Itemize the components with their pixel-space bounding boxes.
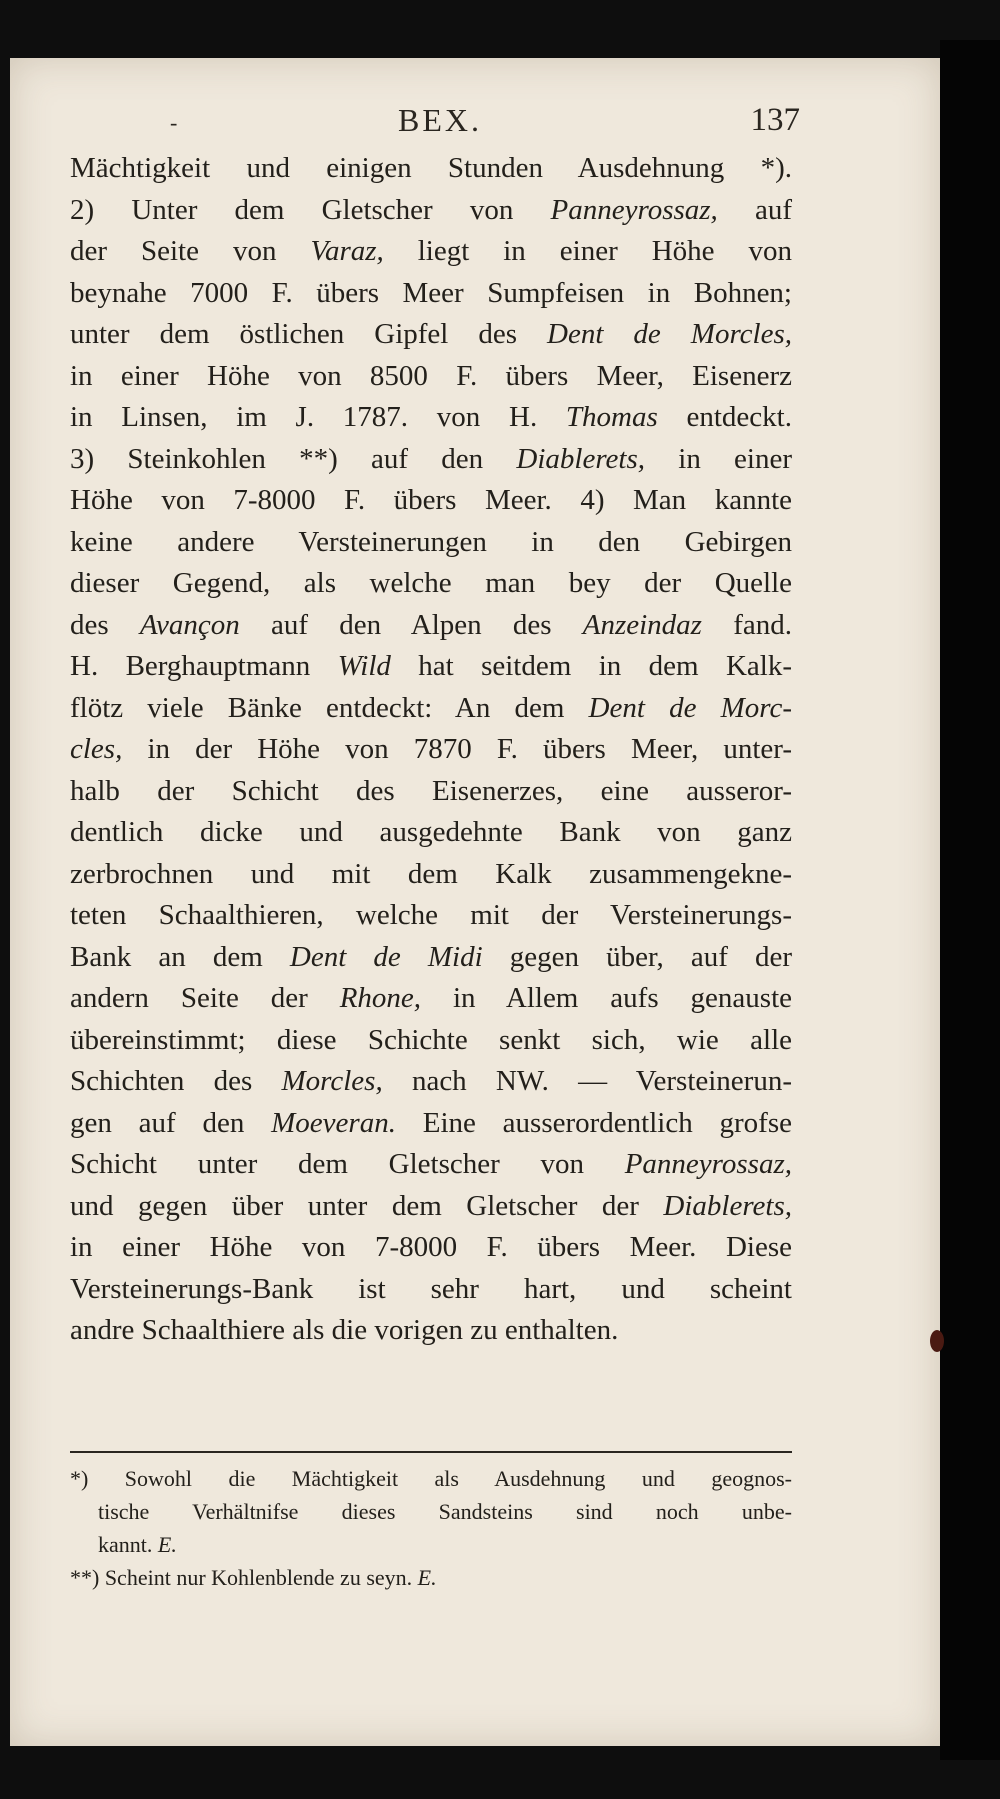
text-line-italic: Diablerets, [663,1189,792,1222]
text-line-text: fand. [701,608,792,641]
text-line-text: unter dem östlichen Gipfel des [70,318,548,350]
footnote [70,1462,792,1561]
text-line-text: Schichten des [70,1065,282,1097]
text-line [70,978,792,1020]
text-line-italic: Dent de Midi [289,940,483,973]
text-line-text: hat seitdem in dem Kalk- [390,650,792,682]
text-line [70,1269,792,1311]
text-line-text: auf [717,193,793,226]
text-line [70,729,792,771]
text-line-text: gegen über, auf der [482,940,793,973]
main-text [70,148,792,1352]
text-line-text: in einer Höhe von 8500 F. übers Meer, Eisenerz [70,359,792,392]
text-line-text: andre Schaalthiere als die vorigen zu enthalten. [70,1314,619,1346]
text-line-text: liegt in einer Höhe von [383,235,793,267]
text-line-text: der Seite von [70,235,311,267]
text-line [70,646,792,688]
text-line [70,480,792,522]
text-line [70,148,792,190]
footnote-line [70,1528,792,1561]
text-line [70,563,792,605]
text-line-text: nach NW. — Versteinerun- [382,1065,792,1097]
text-line-text: des [70,608,140,641]
text-line-text: Mächtigkeit und einigen Stunden Ausdehnung *). [70,152,792,184]
text-line [70,522,792,564]
text-line-italic: Wild [337,650,391,682]
text-line [70,771,792,813]
header-ornament: - [170,110,178,135]
text-line-italic: Avançon [139,608,240,641]
text-line-text: Versteinerungs-Bank ist sehr hart, und scheint [70,1272,792,1305]
text-line-text: beynahe 7000 F. übers Meer Sumpfeisen in Bohnen; [70,276,792,309]
text-line [70,1310,792,1352]
text-line-italic: Varaz, [310,235,384,267]
text-line-italic: Rhone, [339,982,422,1014]
text-line-text: Schicht unter dem Gletscher von [70,1148,625,1180]
text-line [70,1020,792,1062]
text-line-text: entdeckt. [657,401,792,433]
text-line [70,273,792,315]
text-line-italic: Diablerets, [516,442,646,475]
text-line-text: in einer [645,442,793,475]
text-line-text: zerbrochnen und mit dem Kalk zusammengekne- [70,857,792,890]
footnote-line-text: kannt. [98,1532,158,1557]
text-line-italic: Panneyrossaz, [550,193,718,226]
text-line [70,314,792,356]
footnote-line [70,1495,792,1528]
running-title: BEX. [398,102,482,138]
text-line-italic: Panneyrossaz, [624,1148,792,1180]
text-line-text: in Linsen, im J. 1787. von H. [70,401,566,433]
text-line-text: 2) Unter dem Gletscher von [70,193,551,226]
text-line [70,854,792,896]
text-line [70,605,792,647]
text-line-text: flötz viele Bänke entdeckt: An dem [70,691,589,724]
text-line [70,397,792,439]
text-line-text: keine andere Versteinerungen in den Gebirgen [70,525,792,558]
text-line-text: dentlich dicke und ausgedehnte Bank von ganz [70,816,792,848]
text-line-text: in einer Höhe von 7-8000 F. übers Meer. Diese [70,1231,792,1263]
text-line-italic: Dent de Morcles, [547,318,792,350]
text-line-text: übereinstimmt; diese Schichte senkt sich, wie alle [70,1023,792,1056]
text-line-italic: Thomas [565,401,658,433]
text-line-text: 3) Steinkohlen **) auf den [70,442,517,475]
text-line-text: H. Berghauptmann [70,650,338,682]
text-line [70,937,792,979]
text-line-text: dieser Gegend, als welche man bey der Quelle [70,567,792,599]
text-line-text: halb der Schicht des Eisenerzes, eine ausseror- [70,774,792,807]
text-line [70,1103,792,1145]
text-line [70,439,792,481]
text-line [70,190,792,232]
footnote-line-text: *) Sowohl die Mächtigkeit als Ausdehnung und geognos- [70,1466,792,1491]
footnote-line-italic: E. [157,1532,177,1557]
footnote-line-text: tische Verhältnifse dieses Sandsteins sind noch unbe- [98,1499,792,1524]
text-line-italic: Dent de Morc- [588,691,792,724]
page-header [60,102,800,152]
text-line-text: andern Seite der [70,982,340,1014]
text-line-italic: Moeveran. [271,1106,396,1139]
footnote [70,1561,792,1594]
text-line [70,1186,792,1228]
text-line-text: und gegen über unter dem Gletscher der [70,1189,664,1222]
text-line [70,1227,792,1269]
page-number: 137 [750,102,800,138]
text-line [70,688,792,730]
text-line-text: Eine ausserordentlich grofse [395,1106,792,1139]
text-line [70,895,792,937]
text-line-text: in der Höhe von 7870 F. übers Meer, unter- [122,733,792,765]
footnote-line [70,1462,792,1495]
text-line [70,1144,792,1186]
text-line-text: in Allem aufs genauste [421,982,793,1014]
footnote-line-italic: E. [417,1565,437,1590]
text-line-italic: Morcles, [281,1065,383,1097]
text-line-text: teten Schaalthieren, welche mit der Versteinerungs- [70,899,792,931]
text-line [70,1061,792,1103]
footnote-rule [70,1451,792,1453]
text-line-text: gen auf den [70,1106,272,1139]
ink-blot [930,1330,944,1352]
text-line [70,231,792,273]
footnote-line-text: **) Scheint nur Kohlenblende zu seyn. [70,1565,418,1590]
text-line [70,356,792,398]
footnote-line [70,1561,792,1594]
text-line-italic: cles, [70,733,123,765]
text-line-text: Bank an dem [70,940,290,973]
text-line [70,812,792,854]
scan-edge [940,40,1000,1760]
text-line-text: auf den Alpen des [239,608,583,641]
text-line-text: Höhe von 7-8000 F. übers Meer. 4) Man kannte [70,484,792,516]
footnotes [70,1462,792,1594]
text-line-italic: Anzeindaz [582,608,702,641]
